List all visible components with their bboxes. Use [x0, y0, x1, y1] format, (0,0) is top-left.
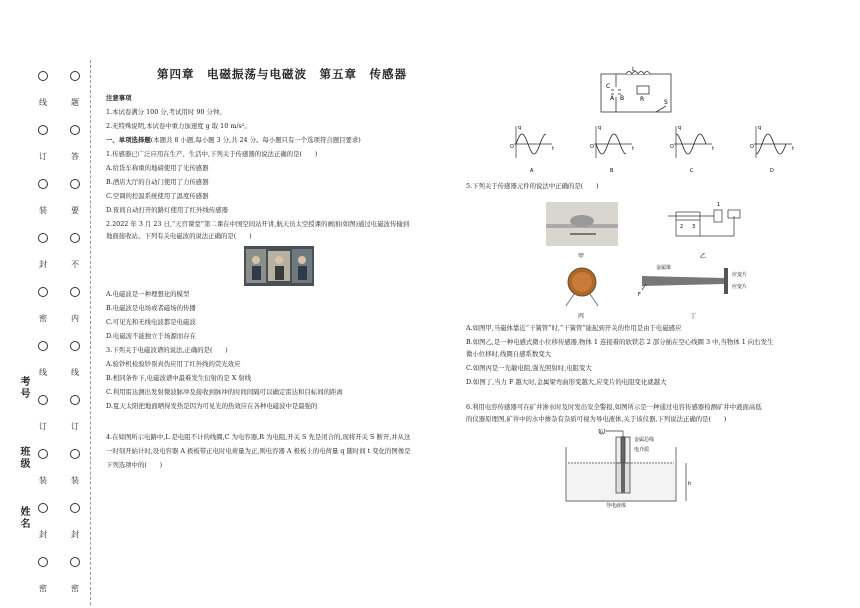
question-stem: 3.下列关于电磁波谱的说法,正确的是( )	[106, 346, 228, 354]
axis-t-label: t	[632, 146, 634, 152]
binding-margin	[0, 0, 100, 608]
option-c: C.如图丙是一光敏电阻,强光照射时,电阻变大	[466, 364, 592, 372]
option-b: B.电磁波是电场或者磁场的传播	[106, 304, 196, 312]
binding-hole	[38, 233, 48, 243]
option-b-cont: 微小位移时,线圈自感系数变大	[466, 350, 552, 358]
question-3	[106, 346, 458, 411]
circuit-label-r: R	[640, 96, 645, 103]
binding-hole	[70, 179, 80, 189]
binding-hole	[70, 341, 80, 351]
class-label: 班级	[18, 446, 29, 470]
graph-option-label: A	[530, 168, 534, 174]
lc-circuit-diagram	[466, 66, 826, 120]
origin-label: O	[750, 144, 754, 150]
axis-q-label: q	[518, 125, 522, 131]
strain-gauge-label-bottom: 应变片	[732, 284, 748, 290]
option-d: D.如图丁,当力 F 越大时,金属梁弯曲形变越大,应变片的电阻变化就越大	[466, 378, 667, 386]
q-t-graph	[590, 125, 634, 174]
question-stem-cont: 一时刻开始计时,设电容器 A 极板带正电时电荷量为正,则电容器 A 极板上的电荷量 q 随时间 t 变化的图像是	[106, 447, 411, 455]
option-c: C.可见光和无线电波都是电磁波	[106, 318, 196, 326]
option-a: A.如图甲,当磁体靠近“干簧管”时,“干簧管”能起到开关的作用是由于电磁感应	[466, 324, 682, 332]
sensor-element-figures	[466, 196, 826, 324]
circuit-label-s: S	[664, 99, 668, 106]
binding-char: 订	[39, 422, 47, 431]
question-stem-cont: 地面接收站。下列有关电磁波的说法正确的是( )	[106, 232, 252, 240]
question-stem: 6.利用电容传感器可在矿井渗水时及时发出安全警报,如图所示是一种通过电容传感器检测矿井中液面高低	[466, 403, 762, 411]
question-stem: 2.2022 年 3 月 23 日,“天宫课堂”第二课在中国空间站开讲,航天员太空授课的画面(如图)通过电磁波传输到	[106, 220, 410, 228]
origin-label: O	[510, 144, 514, 150]
binding-hole	[38, 341, 48, 351]
notice-item: 2.无特殊说明,本试卷中重力加速度 g 取 10 m/s²。	[106, 122, 251, 130]
question-5-options	[466, 324, 826, 387]
option-b: B.酒店大厅的自动门使用了力传感器	[106, 178, 209, 186]
binding-hole	[38, 449, 48, 459]
metal-beam-label: 金属梁	[656, 265, 672, 271]
option-d: D.夜间自动打开的路灯使用了红外线传感器	[106, 206, 228, 214]
binding-hole	[38, 503, 48, 513]
q-t-graph-options	[466, 122, 826, 174]
space-class-photo-image	[244, 246, 314, 286]
binding-dashed-line	[90, 60, 91, 605]
binding-char: 要	[71, 206, 79, 215]
conductive-liquid-label: 导电液体	[606, 503, 627, 509]
binding-char: 题	[71, 98, 79, 107]
metal-core-wire-label: 金属芯线	[634, 437, 655, 443]
graph-option-label: B	[610, 168, 614, 174]
figure-label-ding: 丁	[690, 313, 697, 320]
binding-hole	[38, 557, 48, 567]
binding-hole	[70, 395, 80, 405]
binding-hole	[70, 71, 80, 81]
option-d: D.夏天太阳把地面晒得发热是因为可见光的热效应在各种电磁波中是最强的	[106, 402, 318, 410]
strain-gauge-figure	[642, 268, 728, 294]
axis-t-label: t	[712, 146, 714, 152]
figure-label-jia: 甲	[578, 253, 585, 260]
binding-hole	[38, 287, 48, 297]
option-a: A.电磁波是一种理想化的模型	[106, 290, 190, 298]
inductive-sensor-figure	[668, 210, 740, 236]
binding-char: 封	[39, 530, 47, 539]
question-stem-cont: 的仪器原理图,矿井中的水中掺杂有杂质可视为导电液体,关于该仪器,下列说法正确的是( )	[466, 415, 727, 423]
sensor-part-1: 1	[717, 202, 721, 208]
axis-t-label: t	[552, 146, 554, 152]
question-stem: 4.在如图所示电路中,L 是电阻不计的线圈,C 为电容器,R 为电阻,开关 S 先是闭合的,现将开关 S 断开,并从这	[106, 433, 411, 441]
binding-char: 密	[39, 584, 47, 593]
binding-char: 装	[39, 476, 47, 485]
binding-hole	[70, 125, 80, 135]
binding-hole	[70, 557, 80, 567]
binding-char: 密	[71, 584, 79, 593]
binding-column-outer	[37, 62, 49, 602]
option-a: A.验钞机检验钞票真伪应用了红外线的荧光效应	[106, 360, 241, 368]
origin-label: O	[670, 144, 674, 150]
q-t-graph	[750, 125, 794, 174]
q-t-graph	[510, 125, 554, 174]
binding-char: 线	[39, 368, 47, 377]
option-a: A.给货车称重的地磅使用了光传感器	[106, 164, 209, 172]
circuit-label-c: C	[606, 83, 611, 90]
page-title: 第四章 电磁振荡与电磁波 第五章 传感器	[157, 67, 407, 81]
binding-char: 密	[39, 314, 47, 323]
binding-char: 封	[71, 530, 79, 539]
binding-char: 装	[39, 206, 47, 215]
binding-hole	[70, 449, 80, 459]
right-column	[466, 66, 826, 509]
axis-t-label: t	[792, 146, 794, 152]
binding-hole	[38, 71, 48, 81]
binding-column-inner	[69, 62, 81, 602]
figure-label-yi: 乙	[700, 253, 707, 260]
section-heading	[106, 136, 458, 145]
notice-heading: 注意事项	[106, 94, 132, 102]
exam-number-label: 考号	[18, 376, 29, 400]
axis-q-label: q	[758, 125, 762, 131]
notice-item: 1.本试卷满分 100 分,考试用时 90 分钟。	[106, 108, 226, 116]
student-name-label: 姓名	[18, 506, 29, 530]
circuit-label-l: L	[632, 66, 636, 73]
graph-option-label: C	[690, 168, 694, 174]
strain-gauge-label-top: 应变片	[732, 272, 748, 278]
circuit-label-b: B	[620, 95, 625, 102]
circuit-label-a: A	[610, 95, 615, 102]
galvanometer-label: G	[600, 429, 604, 434]
binding-char: 订	[39, 152, 47, 161]
option-b: B.相同条件下,电磁波谱中最难发生衍射的是 X 射线	[106, 374, 252, 382]
option-b: B.如图乙,是一种电感式微小位移传感器,物体 1 连接着的软铁芯 2 部分插在空心线圈 3 中,当物体 1 向右发生	[466, 338, 774, 346]
binding-hole	[70, 503, 80, 513]
figure-label-bing: 丙	[578, 313, 585, 320]
question-2	[106, 220, 458, 341]
binding-hole	[38, 179, 48, 189]
axis-q-label: q	[598, 125, 602, 131]
binding-char: 线	[39, 98, 47, 107]
binding-hole	[70, 287, 80, 297]
graph-option-label: D	[770, 168, 774, 174]
sensor-part-2: 2	[680, 224, 684, 230]
binding-char: 线	[71, 368, 79, 377]
section-description: (本题共 8 小题,每小题 3 分,共 24 分。每小题只有一个选项符合题目要求)	[150, 136, 361, 144]
question-4	[106, 433, 458, 470]
question-stem: 1.传感器已广泛应用在生产、生活中,下列关于传感器的说法正确的是( )	[106, 150, 318, 158]
option-d: D.电磁波不能独立于场源而存在	[106, 332, 197, 340]
left-column	[106, 66, 458, 475]
section-title: 一、单项选择题	[106, 136, 151, 144]
space-class-photo	[244, 246, 314, 286]
binding-char: 封	[39, 260, 47, 269]
dielectric-label: 电介质	[634, 447, 650, 453]
binding-hole	[70, 233, 80, 243]
height-label: h	[688, 481, 692, 487]
binding-char: 装	[71, 476, 79, 485]
capacitor-level-sensor-figure	[466, 429, 826, 509]
binding-char: 不	[71, 260, 79, 269]
q5-stem: 5.下列关于传感器元件的说法中正确的是( )	[466, 182, 599, 190]
binding-char: 答	[71, 152, 79, 161]
origin-label: O	[590, 144, 594, 150]
binding-hole	[38, 395, 48, 405]
force-label: F	[638, 292, 641, 298]
binding-hole	[38, 125, 48, 135]
question-1	[106, 150, 458, 215]
option-c: C.空调的控温系统使用了温度传感器	[106, 192, 209, 200]
sensor-part-3: 3	[692, 224, 696, 230]
axis-q-label: q	[678, 125, 682, 131]
binding-char: 内	[71, 314, 79, 323]
option-c: C.利用雷达测出发射微波脉冲及接收到脉冲的时间间隔可以确定雷达和目标间的距离	[106, 388, 343, 396]
question-6	[466, 403, 826, 424]
binding-char: 订	[71, 422, 79, 431]
q-t-graph	[670, 125, 714, 174]
question-stem-cont: 下列选项中的( )	[106, 461, 163, 469]
